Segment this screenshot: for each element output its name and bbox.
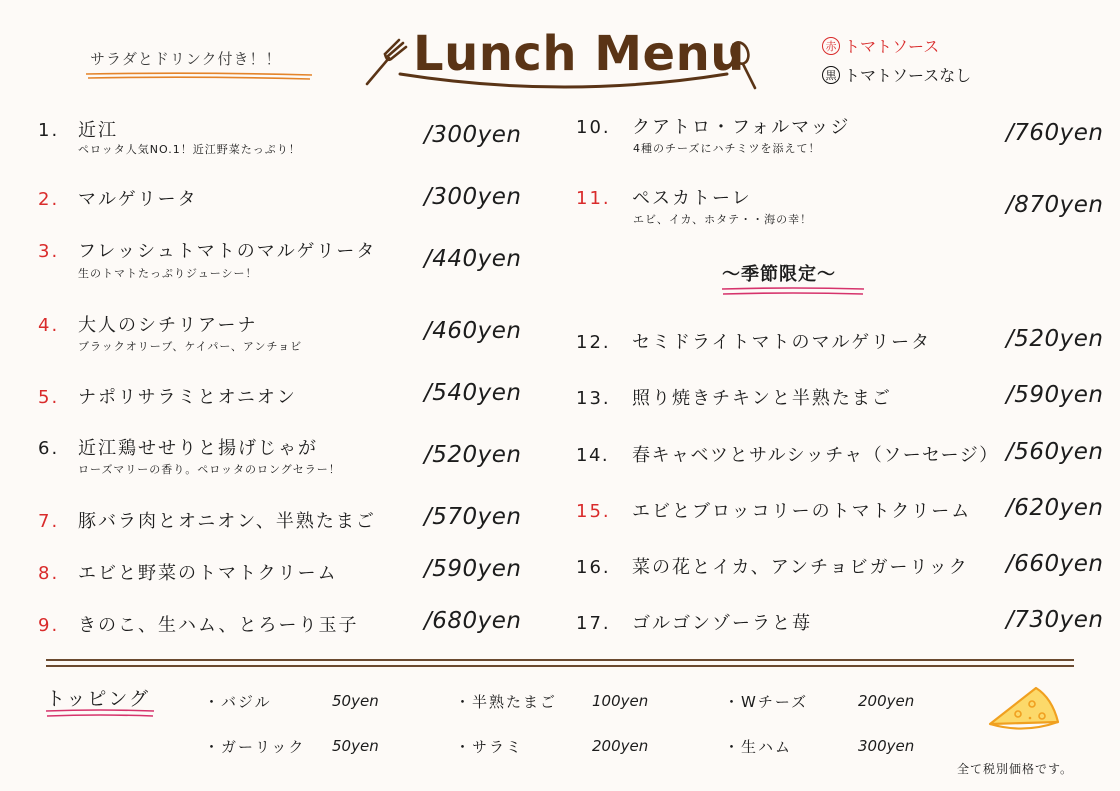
legend-no-tomato [822, 63, 971, 86]
topping-price: 200yen [592, 737, 649, 755]
menu-title: Lunch Menu [413, 26, 745, 82]
legend-label: トマトソース [844, 37, 940, 56]
tagline: サラダとドリンク付き！！ [90, 50, 282, 68]
black-badge-icon: 黒 [822, 66, 840, 84]
menu-item-price: /440yen [424, 246, 522, 272]
legend [822, 34, 1022, 94]
menu-item: 15. エビとブロッコリーのトマトクリーム [576, 501, 972, 522]
menu-item: 9. きのこ、生ハム、とろーり玉子 [38, 615, 359, 636]
menu-item: 10. クアトロ・フォルマッジ [576, 117, 851, 138]
menu-item-price: /620yen [1006, 495, 1104, 521]
menu-item-price: /730yen [1006, 607, 1104, 633]
topping-name: ・生ハム [724, 738, 793, 756]
menu-item-price: /760yen [1006, 120, 1104, 146]
topping-price: 300yen [858, 737, 915, 755]
menu-item-price: /560yen [1006, 439, 1104, 465]
legend-label: トマトソースなし [844, 66, 972, 85]
topping-name: ・ガーリック [204, 738, 306, 756]
menu-item: 1. 近江 [38, 120, 118, 141]
menu-title-block [355, 22, 765, 97]
menu-item-desc: ペロッタ人気NO.1！近江野菜たっぷり！ [78, 143, 301, 156]
toppings-underline [44, 708, 156, 718]
seasonal-underline [720, 286, 866, 296]
menu-item-price: /540yen [424, 380, 522, 406]
menu-item: 4. 大人のシチリアーナ [38, 315, 258, 336]
topping-name: ・バジル [204, 693, 272, 711]
divider-line [46, 659, 1074, 661]
topping-price: 200yen [858, 692, 915, 710]
menu-item-desc: 4種のチーズにハチミツを添えて！ [633, 142, 821, 155]
menu-item-price: /870yen [1006, 192, 1104, 218]
pizza-slice-icon [986, 684, 1062, 736]
menu-item-price: /660yen [1006, 551, 1104, 577]
menu-item: 3. フレッシュトマトのマルゲリータ [38, 241, 377, 262]
menu-item-desc: エビ、イカ、ホタテ・・海の幸！ [633, 213, 813, 226]
topping-name: ・サラミ [455, 738, 524, 756]
menu-item: 16. 菜の花とイカ、アンチョビガーリック [576, 557, 969, 578]
toppings-title: トッピング [46, 688, 151, 710]
legend-tomato [822, 34, 939, 57]
menu-item-price: /570yen [424, 504, 522, 530]
menu-item-desc: ブラックオリーブ、ケイパー、アンチョビ [78, 340, 303, 353]
menu-item-price: /300yen [424, 184, 522, 210]
topping-price: 100yen [592, 692, 649, 710]
seasonal-title: 〜季節限定〜 [722, 264, 836, 285]
menu-item: 13. 照り焼きチキンと半熟たまご [576, 388, 892, 409]
menu-item-desc: ローズマリーの香り。ペロッタのロングセラー！ [78, 463, 341, 476]
fork-icon [367, 40, 406, 84]
menu-item: 8. エビと野菜のトマトクリーム [38, 563, 338, 584]
menu-item-price: /590yen [1006, 382, 1104, 408]
topping-name: ・半熟たまご [455, 693, 558, 711]
menu-item-price: /590yen [424, 556, 522, 582]
tagline-underline [84, 72, 314, 80]
menu-item: 12. セミドライトマトのマルゲリータ [576, 332, 932, 353]
red-badge-icon: 赤 [822, 37, 840, 55]
menu-item: 11. ペスカトーレ [576, 188, 752, 209]
divider-line [46, 665, 1074, 667]
tax-note: 全て税別価格です。 [957, 762, 1074, 776]
menu-item: 6. 近江鶏せせりと揚げじゃが [38, 438, 318, 459]
menu-item: 14. 春キャベツとサルシッチャ（ソーセージ） [576, 445, 999, 466]
menu-item-price: /460yen [424, 318, 522, 344]
menu-item-desc: 生のトマトたっぷりジューシー！ [78, 267, 258, 280]
menu-item: 17. ゴルゴンゾーラと苺 [576, 613, 812, 634]
topping-price: 50yen [332, 737, 379, 755]
menu-item-price: /300yen [424, 122, 522, 148]
menu-item: 2. マルゲリータ [38, 189, 198, 210]
topping-name: ・Wチーズ [724, 693, 809, 711]
menu-item: 7. 豚バラ肉とオニオン、半熟たまご [38, 511, 376, 532]
menu-item: 5. ナポリサラミとオニオン [38, 387, 297, 408]
menu-item-price: /520yen [424, 442, 522, 468]
menu-item-price: /520yen [1006, 326, 1104, 352]
menu-item-price: /680yen [424, 608, 522, 634]
topping-price: 50yen [332, 692, 379, 710]
